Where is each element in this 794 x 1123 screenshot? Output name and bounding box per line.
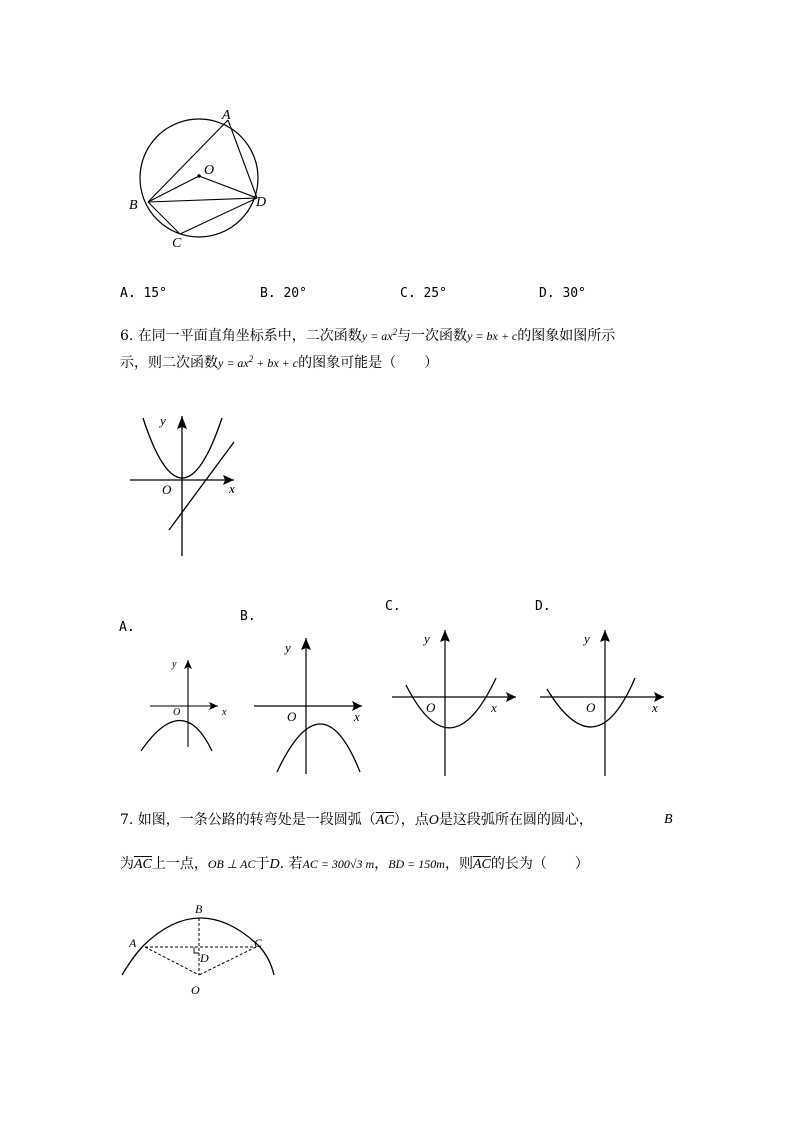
q6-main-o-label: O <box>162 482 172 497</box>
q6-option-a-o: O <box>173 707 181 718</box>
q6-stem-line2: 示，则二次函数$y = ax^2$ + bx + c的图象可能是（ ） <box>120 354 439 371</box>
q7-label-a: A <box>129 936 137 950</box>
q6-option-c-o: O <box>426 700 436 715</box>
q6-stem-line1: 6. 在同一平面直角坐标系中，二次函数$y = ax^2$与一次函数y = bx + c的图象如图所示 <box>120 327 616 344</box>
q6-option-d-y: y <box>584 631 590 646</box>
q6-option-c-x: x <box>491 700 497 715</box>
q7-ac-length: AC = 300√3 m <box>302 857 375 871</box>
q6-option-b-x: x <box>354 709 360 724</box>
q5-label-c: C <box>172 236 182 251</box>
q7-bd-length: BD = 150m <box>388 857 445 871</box>
q6-option-c-label: C. <box>385 599 401 614</box>
q7-stem-line2: 为$\overline{AC}$上一点，OB ⊥ AC于D. 若AC = 300√3 m，BD = 150m，则$\overline{AC}$的长为（ ） <box>120 856 589 872</box>
q6-option-b-parabola <box>277 724 360 772</box>
q5-label-a: A <box>222 108 231 123</box>
q6-option-b-o: O <box>287 709 297 724</box>
q7-label-b: B <box>195 902 203 916</box>
q5-circle <box>140 119 258 237</box>
q6-formula-quadratic: $y = ax^2$ <box>361 327 398 343</box>
q6-option-d-o: O <box>586 700 596 715</box>
q6-main-x-label: x <box>229 481 235 496</box>
q6-option-d-label: D. <box>535 599 551 614</box>
q6-option-c-parabola <box>406 678 496 728</box>
q6-option-c-graph <box>390 628 520 778</box>
q5-circle-figure <box>120 100 290 260</box>
q5-option-a: A. 15° <box>120 286 167 301</box>
q6-option-a-y: y <box>172 659 177 670</box>
q6-main-line <box>169 442 234 530</box>
q7-label-o: O <box>191 983 200 997</box>
q5-label-b: B <box>129 198 138 213</box>
q6-option-b-label: B. <box>240 609 256 624</box>
q5-label-o: O <box>204 163 215 178</box>
q7-stem-line1: 7. 如图，一条公路的转弯处是一段圆弧$(\overline{AC})$，点O是这段弧所在圆的圆心， <box>120 812 593 828</box>
q6-option-a-graph <box>138 655 238 760</box>
q7-stem-line1-end: B <box>664 812 673 827</box>
q6-option-b-y: y <box>285 640 291 655</box>
q6-formula-linear: y = bx + c <box>467 329 518 343</box>
q6-option-a-label: A. <box>119 620 135 635</box>
q7-arc-ac: $\overline{AC}$ <box>375 813 394 828</box>
q6-main-y-label: y <box>160 413 166 428</box>
q6-formula-general: $y = ax^2$ + bx + c <box>218 354 299 370</box>
q6-option-c-y: y <box>424 631 430 646</box>
q7-road-figure <box>118 898 278 1000</box>
q6-option-b-graph <box>252 636 372 776</box>
q6-main-graph <box>126 410 252 560</box>
q6-option-a-x: x <box>222 707 227 718</box>
q6-option-d-x: x <box>652 700 658 715</box>
q5-option-c: C. 25° <box>400 286 447 301</box>
q5-option-b: B. 20° <box>260 286 307 301</box>
q5-option-d: D. 30° <box>539 286 586 301</box>
q7-perp: OB ⊥ AC <box>207 857 256 871</box>
q6-option-a-parabola <box>141 721 212 752</box>
q5-label-d: D <box>256 195 267 210</box>
q7-label-d: D <box>200 951 209 965</box>
q6-option-d-graph <box>538 628 668 778</box>
q7-label-c: C <box>254 936 263 950</box>
